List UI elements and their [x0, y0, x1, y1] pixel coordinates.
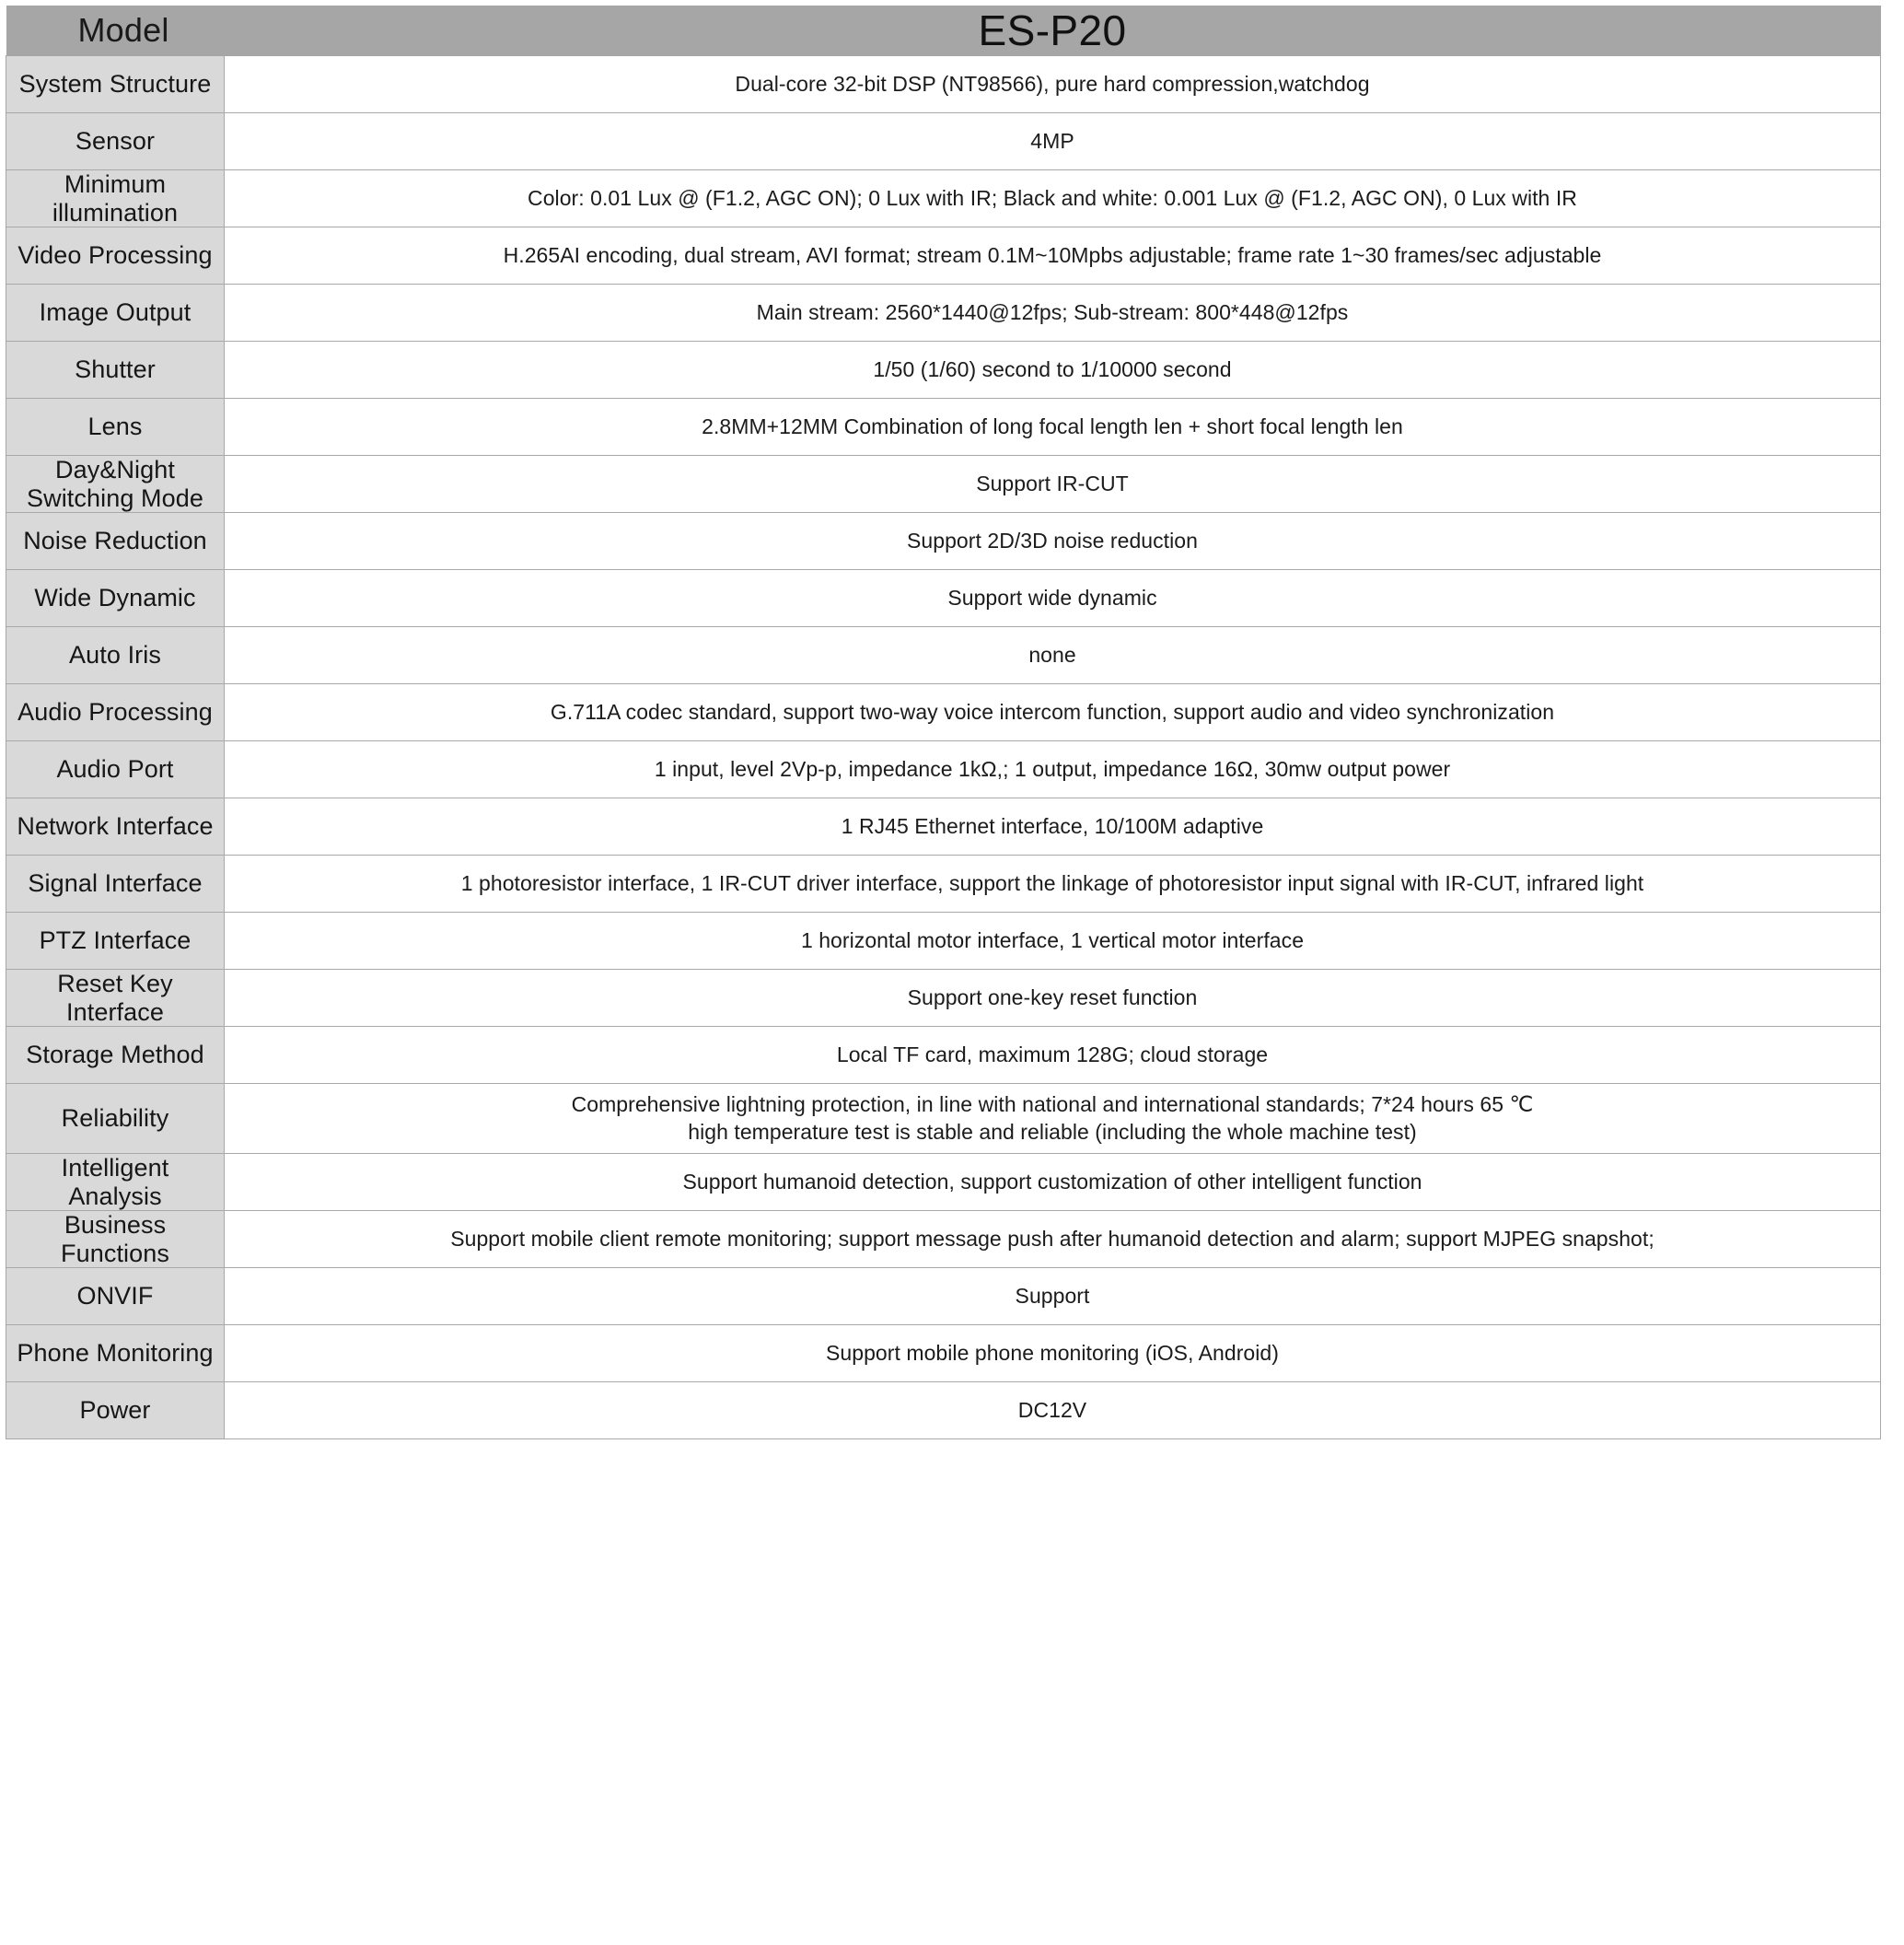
spec-value-line: 1/50 (1/60) second to 1/10000 second: [873, 356, 1232, 381]
spec-value-line: Dual-core 32-bit DSP (NT98566), pure hard compression,watchdog: [735, 71, 1370, 96]
spec-label-cell: ONVIF: [6, 1268, 225, 1325]
table-row: [6, 684, 1881, 741]
spec-value-line: Support wide dynamic: [947, 585, 1157, 610]
spec-label-cell: PTZ Interface: [6, 913, 225, 970]
spec-value-cell: [225, 1382, 1881, 1439]
spec-label-cell: Reliability: [6, 1084, 225, 1154]
table-row: [6, 513, 1881, 570]
spec-value-line: Comprehensive lightning protection, in line with national and international standards; 7*24 hours 65 ℃: [571, 1091, 1534, 1116]
spec-value-line: Support mobile client remote monitoring; support message push after humanoid detection and alarm; support MJPEG snapshot;: [450, 1226, 1654, 1251]
spec-label-cell: Noise Reduction: [6, 513, 225, 570]
table-row: [6, 285, 1881, 342]
spec-value-cell: [225, 285, 1881, 342]
spec-value-cell: [225, 1325, 1881, 1382]
spec-value-cell: [225, 856, 1881, 913]
spec-value-line: G.711A codec standard, support two-way voice intercom function, support audio and video synchronization: [550, 699, 1555, 724]
header-label-cell: [6, 6, 225, 56]
spec-value-cell: [225, 570, 1881, 627]
table-row: [6, 1027, 1881, 1084]
table-row: [6, 227, 1881, 285]
spec-value-line: Support 2D/3D noise reduction: [907, 528, 1198, 553]
spec-label-cell: Storage Method: [6, 1027, 225, 1084]
table-row: [6, 741, 1881, 798]
spec-value-cell: [225, 399, 1881, 456]
spec-value-cell: [225, 1154, 1881, 1211]
spec-value-line: Support: [1015, 1283, 1090, 1308]
spec-value-cell: [225, 113, 1881, 170]
spec-value-cell: [225, 56, 1881, 113]
spec-value-line: Support one-key reset function: [907, 984, 1198, 1009]
spec-label-cell: Network Interface: [6, 798, 225, 856]
spec-label-cell: Signal Interface: [6, 856, 225, 913]
spec-value-cell: [225, 456, 1881, 513]
spec-label-cell: Phone Monitoring: [6, 1325, 225, 1382]
table-row: [6, 570, 1881, 627]
table-row: [6, 170, 1881, 227]
spec-label-cell: Sensor: [6, 113, 225, 170]
table-body: [6, 6, 1881, 1439]
spec-value-line: 1 photoresistor interface, 1 IR-CUT driver interface, support the linkage of photoresistor input signal with IR-CUT, infrared light: [460, 870, 1644, 895]
spec-value-cell: [225, 913, 1881, 970]
table-row: [6, 56, 1881, 113]
spec-value-cell: [225, 170, 1881, 227]
spec-value-line: Support mobile phone monitoring (iOS, Android): [826, 1340, 1279, 1365]
spec-value-line: Support IR-CUT: [976, 471, 1129, 495]
spec-label-cell: Shutter: [6, 342, 225, 399]
spec-value-cell: [225, 227, 1881, 285]
table-row: [6, 456, 1881, 513]
spec-label-cell: Wide Dynamic: [6, 570, 225, 627]
spec-value-cell: [225, 1027, 1881, 1084]
table-row: [6, 856, 1881, 913]
spec-value-line: H.265AI encoding, dual stream, AVI format; stream 0.1M~10Mpbs adjustable; frame rate 1~30 frames/sec adjustable: [503, 242, 1602, 267]
table-row: [6, 1084, 1881, 1154]
spec-value-cell: [225, 798, 1881, 856]
spec-label-cell: Auto Iris: [6, 627, 225, 684]
spec-value-cell: [225, 513, 1881, 570]
spec-value-line: 1 input, level 2Vp-p, impedance 1kΩ,; 1 output, impedance 16Ω, 30mw output power: [654, 756, 1451, 781]
model-value: ES-P20: [978, 6, 1127, 54]
spec-value-line: Main stream: 2560*1440@12fps; Sub-stream: 800*448@12fps: [756, 299, 1349, 324]
spec-label-cell: Lens: [6, 399, 225, 456]
table-row: [6, 1382, 1881, 1439]
spec-label-cell: Image Output: [6, 285, 225, 342]
table-row: [6, 1268, 1881, 1325]
spec-label-cell: Video Processing: [6, 227, 225, 285]
spec-value-cell: [225, 1211, 1881, 1268]
spec-label-cell: Power: [6, 1382, 225, 1439]
spec-value-line: high temperature test is stable and reliable (including the whole machine test): [688, 1119, 1417, 1144]
table-row: [6, 627, 1881, 684]
table-row: [6, 399, 1881, 456]
spec-label-cell: System Structure: [6, 56, 225, 113]
specification-table: [6, 6, 1881, 1439]
spec-value-cell: [225, 970, 1881, 1027]
spec-value-line: Support humanoid detection, support customization of other intelligent function: [682, 1169, 1422, 1194]
table-header-row: [6, 6, 1881, 56]
spec-label-cell: Minimum illumination: [6, 170, 225, 227]
table-row: [6, 342, 1881, 399]
spec-label-cell: Business Functions: [6, 1211, 225, 1268]
table-row: [6, 970, 1881, 1027]
spec-value-cell: [225, 741, 1881, 798]
spec-label-cell: Intelligent Analysis: [6, 1154, 225, 1211]
spec-label-cell: Audio Processing: [6, 684, 225, 741]
table-row: [6, 1154, 1881, 1211]
spec-value-cell: [225, 627, 1881, 684]
table-row: [6, 1325, 1881, 1382]
spec-value-cell: [225, 1084, 1881, 1154]
spec-value-line: Color: 0.01 Lux @ (F1.2, AGC ON); 0 Lux with IR; Black and white: 0.001 Lux @ (F1.2, AGC ON), 0 Lux with IR: [528, 185, 1577, 210]
spec-value-line: 1 horizontal motor interface, 1 vertical motor interface: [800, 927, 1305, 952]
spec-label-cell: Day&Night Switching Mode: [6, 456, 225, 513]
spec-label-cell: Audio Port: [6, 741, 225, 798]
spec-value-line: 2.8MM+12MM Combination of long focal length len + short focal length len: [702, 413, 1403, 438]
spec-value-line: DC12V: [1017, 1397, 1087, 1422]
table-row: [6, 798, 1881, 856]
spec-value-cell: [225, 342, 1881, 399]
spec-value-line: 4MP: [1030, 128, 1074, 153]
model-label: Model: [77, 11, 169, 49]
header-value-cell: [225, 6, 1881, 56]
spec-value-cell: [225, 1268, 1881, 1325]
spec-value-cell: [225, 684, 1881, 741]
table-row: [6, 113, 1881, 170]
table-row: [6, 913, 1881, 970]
spec-value-line: none: [1028, 642, 1076, 667]
spec-label-cell: Reset Key Interface: [6, 970, 225, 1027]
spec-value-line: 1 RJ45 Ethernet interface, 10/100M adaptive: [841, 813, 1264, 838]
table-row: [6, 1211, 1881, 1268]
spec-value-line: Local TF card, maximum 128G; cloud storage: [836, 1042, 1269, 1066]
